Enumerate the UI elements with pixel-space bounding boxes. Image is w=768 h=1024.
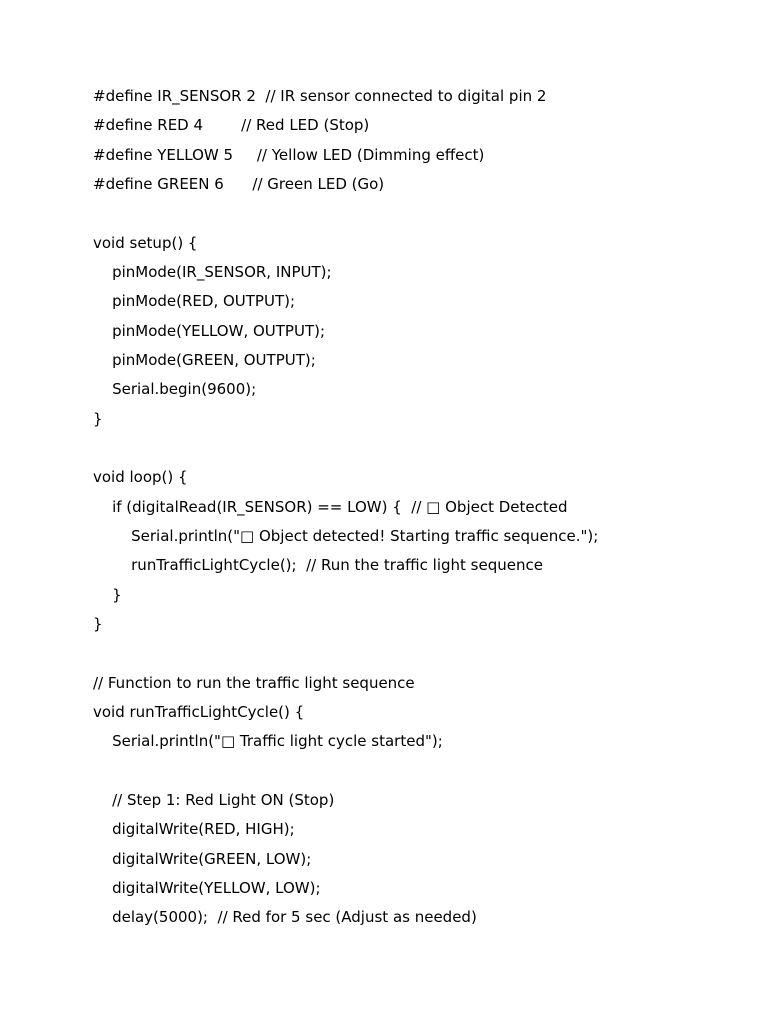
blank-line	[93, 201, 733, 230]
code-line: digitalWrite(YELLOW, LOW);	[93, 878, 321, 897]
code-line: // Function to run the traffic light sequence	[93, 673, 415, 692]
code-line: runTrafficLightCycle(); // Run the traffic light sequence	[93, 556, 543, 575]
code-line: Serial.println("□ Traffic light cycle started");	[93, 732, 443, 751]
code-line: // Step 1: Red Light ON (Stop)	[93, 790, 335, 809]
code-line: #define IR_SENSOR 2 // IR sensor connected to digital pin 2	[93, 87, 547, 105]
code-line: digitalWrite(GREEN, LOW);	[93, 849, 312, 868]
code-line: void loop() {	[93, 468, 188, 487]
code-line: delay(5000); // Red for 5 sec (Adjust as needed)	[93, 908, 477, 927]
code-line: pinMode(IR_SENSOR, INPUT);	[93, 262, 332, 281]
code-line: pinMode(YELLOW, OUTPUT);	[93, 321, 326, 340]
code-line: Serial.begin(9600);	[93, 380, 257, 399]
blank-line	[93, 641, 733, 670]
code-line: }	[93, 409, 103, 428]
code-line: }	[93, 614, 103, 633]
code-line: }	[93, 585, 122, 604]
code-line: void setup() {	[93, 233, 198, 252]
code-line: #define RED 4 // Red LED (Stop)	[93, 116, 370, 135]
blank-line	[93, 759, 733, 788]
code-line: #define YELLOW 5 // Yellow LED (Dimming effect)	[93, 145, 485, 164]
code-line: #define GREEN 6 // Green LED (Go)	[93, 174, 385, 193]
code-line: Serial.println("□ Object detected! Starting traffic sequence.");	[93, 526, 599, 545]
blank-line	[93, 436, 733, 465]
code-line: pinMode(GREEN, OUTPUT);	[93, 350, 316, 369]
code-line: void runTrafficLightCycle() {	[93, 702, 305, 721]
code-line: digitalWrite(RED, HIGH);	[93, 820, 295, 839]
code-line: if (digitalRead(IR_SENSOR) == LOW) { // □ Object Detected	[93, 497, 568, 516]
code-listing	[93, 84, 733, 935]
code-line: pinMode(RED, OUTPUT);	[93, 292, 296, 311]
